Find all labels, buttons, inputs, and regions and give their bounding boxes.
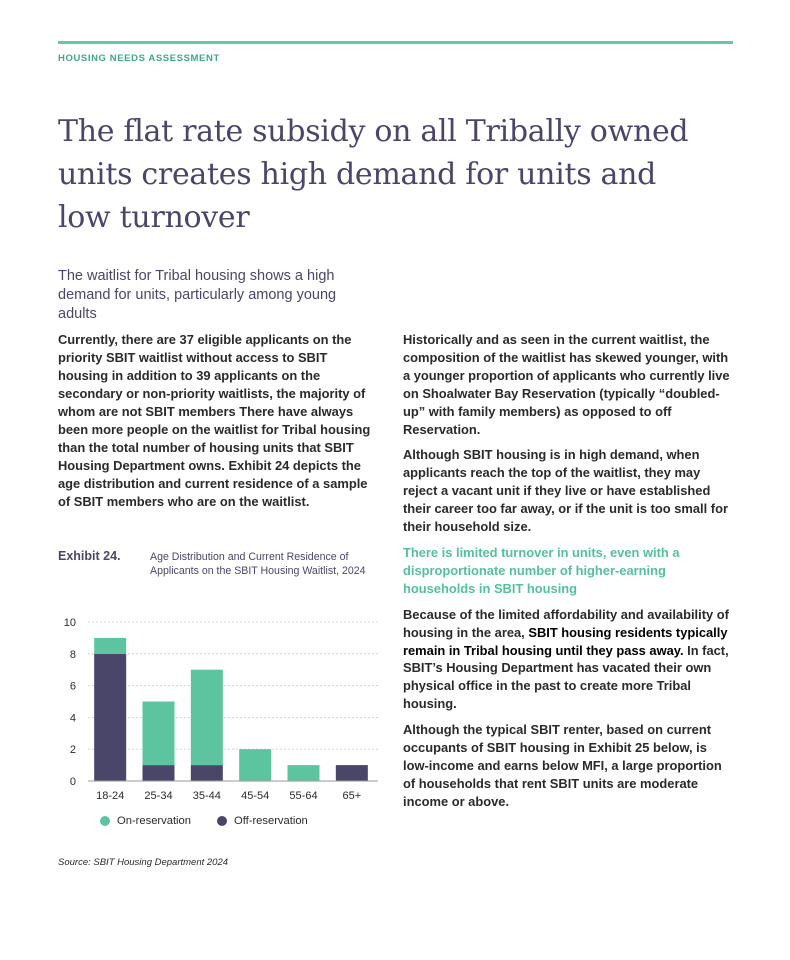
exhibit-label: Exhibit 24. [58, 549, 121, 563]
right-paragraph-2: Although SBIT housing is in high demand, when applicants reach the top of the waitlist, they may reject a vacant unit if they live or have established their career too far away, or if the unit is too small for their household size. [403, 447, 728, 535]
legend-label-on-reservation: On-reservation [117, 815, 191, 827]
exhibit-title: Age Distribution and Current Residence of Applicants on the SBIT Housing Waitlist, 2024 [150, 551, 366, 577]
x-tick-label: 45-54 [241, 790, 270, 802]
age-distribution-chart [58, 610, 388, 805]
y-tick-label: 10 [63, 617, 76, 629]
right-paragraph-4: Although the typical SBIT renter, based on current occupants of SBIT housing in Exhibit 25 below, is low-income and earns below MFI, a large proportion of households that rent SBIT units are moderate income or above. [403, 722, 722, 809]
bar-segment [94, 654, 126, 781]
legend-item-on-reservation [100, 815, 191, 827]
x-tick-label: 65+ [342, 790, 362, 802]
chart-legend [100, 815, 334, 827]
bar-segment [288, 765, 320, 781]
turnover-heading: There is limited turnover in units, even with a disproportionate number of higher-earning households in SBIT housing [403, 544, 680, 596]
bar-segment [143, 765, 175, 781]
x-tick-label: 25-34 [144, 790, 173, 802]
page-title: The flat rate subsidy on all Tribally owned units creates high demand for units and low turnover [58, 114, 689, 235]
y-tick-label: 4 [69, 712, 76, 725]
source-note: Source: SBIT Housing Department 2024 [58, 857, 229, 868]
left-body-paragraph: Currently, there are 37 eligible applicants on the priority SBIT waitlist without access to SBIT housing in addition to 39 applicants on the secondary or non-priority waitlists, the majority of whom are not SBIT members There have always been more people on the waitlist for Tribal housing than the total number of housing units that SBIT Housing Department owns. Exhibit 24 depicts the age distribution and current residence of a sample of SBIT members who are on the waitlist. [58, 332, 371, 509]
bar-segment [191, 670, 223, 765]
x-tick-label: 18-24 [96, 790, 125, 802]
right-column [403, 331, 735, 819]
y-tick-label: 6 [69, 680, 76, 693]
y-tick-label: 8 [69, 648, 76, 661]
right-paragraph-3 [403, 606, 735, 713]
section-label: HOUSING NEEDS ASSESSMENT [58, 53, 220, 64]
x-tick-label: 55-64 [289, 790, 318, 802]
y-tick-label: 2 [69, 744, 76, 757]
p3-emphasis: SBIT housing residents typically remain in Tribal housing until they pass away. [403, 624, 728, 658]
right-paragraph-1: Historically and as seen in the current waitlist, the composition of the waitlist has skewed younger, with a younger proportion of applicants who currently live on Shoalwater Bay Reservation (typically “doubled-up” with family members) as opposed to off Reservation. [403, 332, 730, 437]
bar-segment [143, 702, 175, 766]
bar-segment [191, 765, 223, 781]
legend-swatch-on-reservation [100, 816, 110, 826]
p3-text-start: Because of the limited affordability and availability of housing in the area, [403, 606, 729, 640]
bar-segment [336, 765, 368, 781]
x-tick-label: 35-44 [192, 790, 221, 802]
bar-segment [94, 638, 126, 654]
legend-item-off-reservation [217, 815, 308, 827]
y-tick-label: 0 [69, 776, 76, 788]
legend-swatch-off-reservation [217, 816, 227, 826]
p3-text-end: In fact, SBIT’s Housing Department has vacated their own physical office in the past to create more Tribal housing. [403, 642, 729, 712]
subheading: The waitlist for Tribal housing shows a high demand for units, particularly among young adults [58, 268, 337, 322]
bar-segment [239, 749, 271, 781]
legend-label-off-reservation: Off-reservation [234, 815, 308, 827]
top-rule [58, 41, 733, 44]
